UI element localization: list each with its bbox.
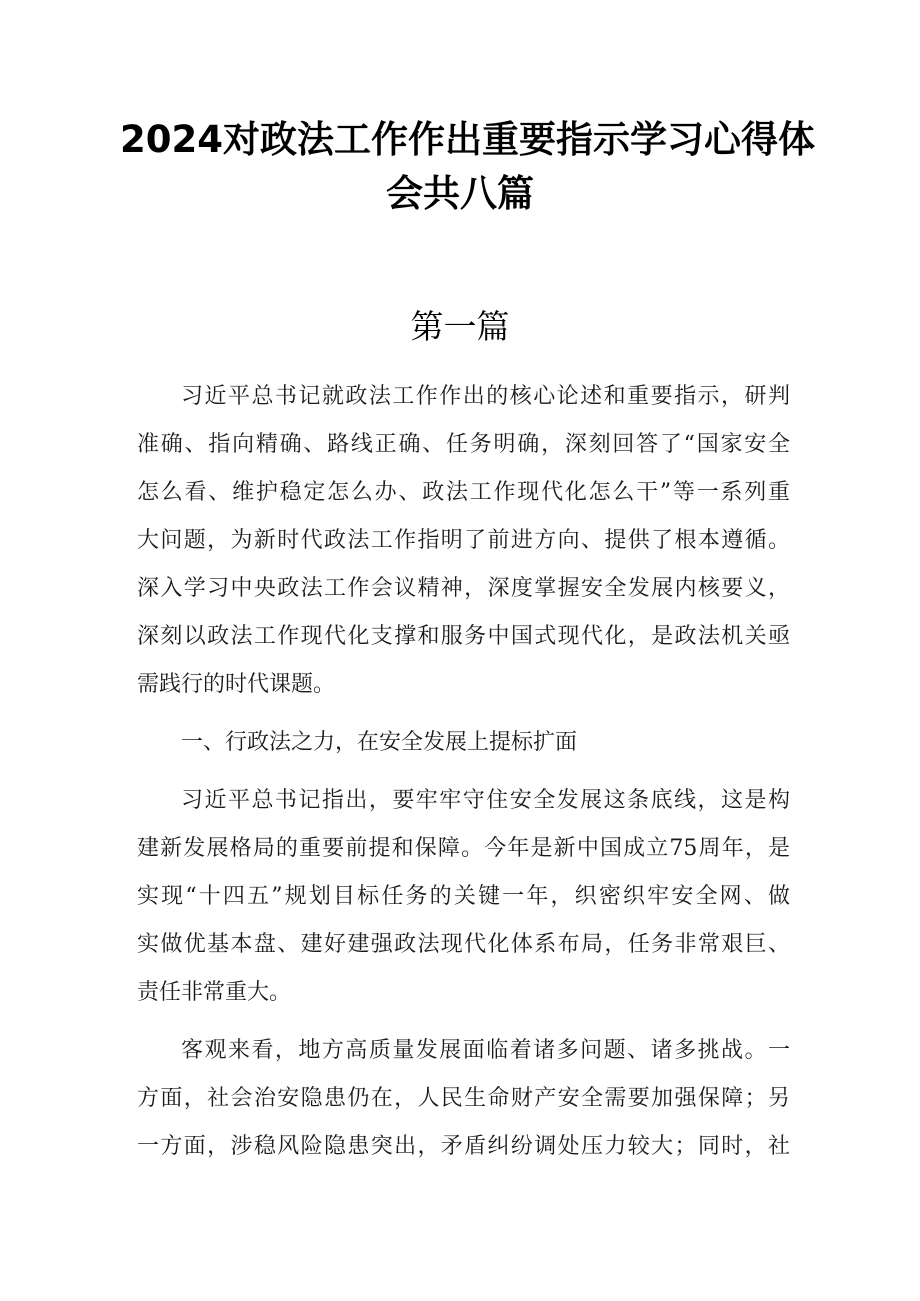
section-heading: 第一篇 [410,307,510,346]
document-title-line-2: 会共八篇 [386,172,534,215]
paragraph-line: 一方面，涉稳风险隐患突出，矛盾纠纷调处压力较大；同时，社 [137,1134,790,1159]
paragraph-line: 责任非常重大。 [137,980,292,1005]
paragraph-line: 怎么看、维护稳定怎么办、政法工作现代化怎么干”等一系列重 [137,480,790,505]
paragraph-line: 建新发展格局的重要前提和保障。今年是新中国成立75周年，是 [137,836,790,861]
document-body [137,373,790,1171]
paragraph-line: 习近平总书记就政法工作作出的核心论述和重要指示，研判 [181,384,790,409]
paragraph-line: 客观来看，地方高质量发展面临着诸多问题、诸多挑战。一 [181,1038,790,1063]
paragraph-line: 准确、指向精确、路线正确、任务明确，深刻回答了“国家安全 [137,432,790,457]
subheading-line: 一、行政法之力，在安全发展上提标扩面 [181,730,578,755]
paragraph-line: 习近平总书记指出，要牢牢守住安全发展这条底线，这是构 [181,788,790,813]
paragraph-line: 深入学习中央政法工作会议精神，深度掌握安全发展内核要义， [137,576,790,601]
paragraph-security [137,777,790,1017]
document-title [120,113,815,221]
document-title-line-1: 2024对政法工作作出重要指示学习心得体 [120,118,815,161]
paragraph-intro [137,373,790,709]
paragraph-line: 实现“十四五”规划目标任务的关键一年，织密织牢安全网、做 [137,884,790,909]
paragraph-line: 实做优基本盘、建好建强政法现代化体系布局，任务非常艰巨、 [137,932,790,957]
paragraph-challenges [137,1027,790,1171]
paragraph-line: 深刻以政法工作现代化支撑和服务中国式现代化，是政法机关亟 [137,624,790,649]
paragraph-line: 需践行的时代课题。 [137,672,336,697]
paragraph-line: 方面，社会治安隐患仍在，人民生命财产安全需要加强保障；另 [137,1086,790,1111]
paragraph-subheading [137,719,790,767]
paragraph-line: 大问题，为新时代政法工作指明了前进方向、提供了根本遵循。 [137,528,790,553]
